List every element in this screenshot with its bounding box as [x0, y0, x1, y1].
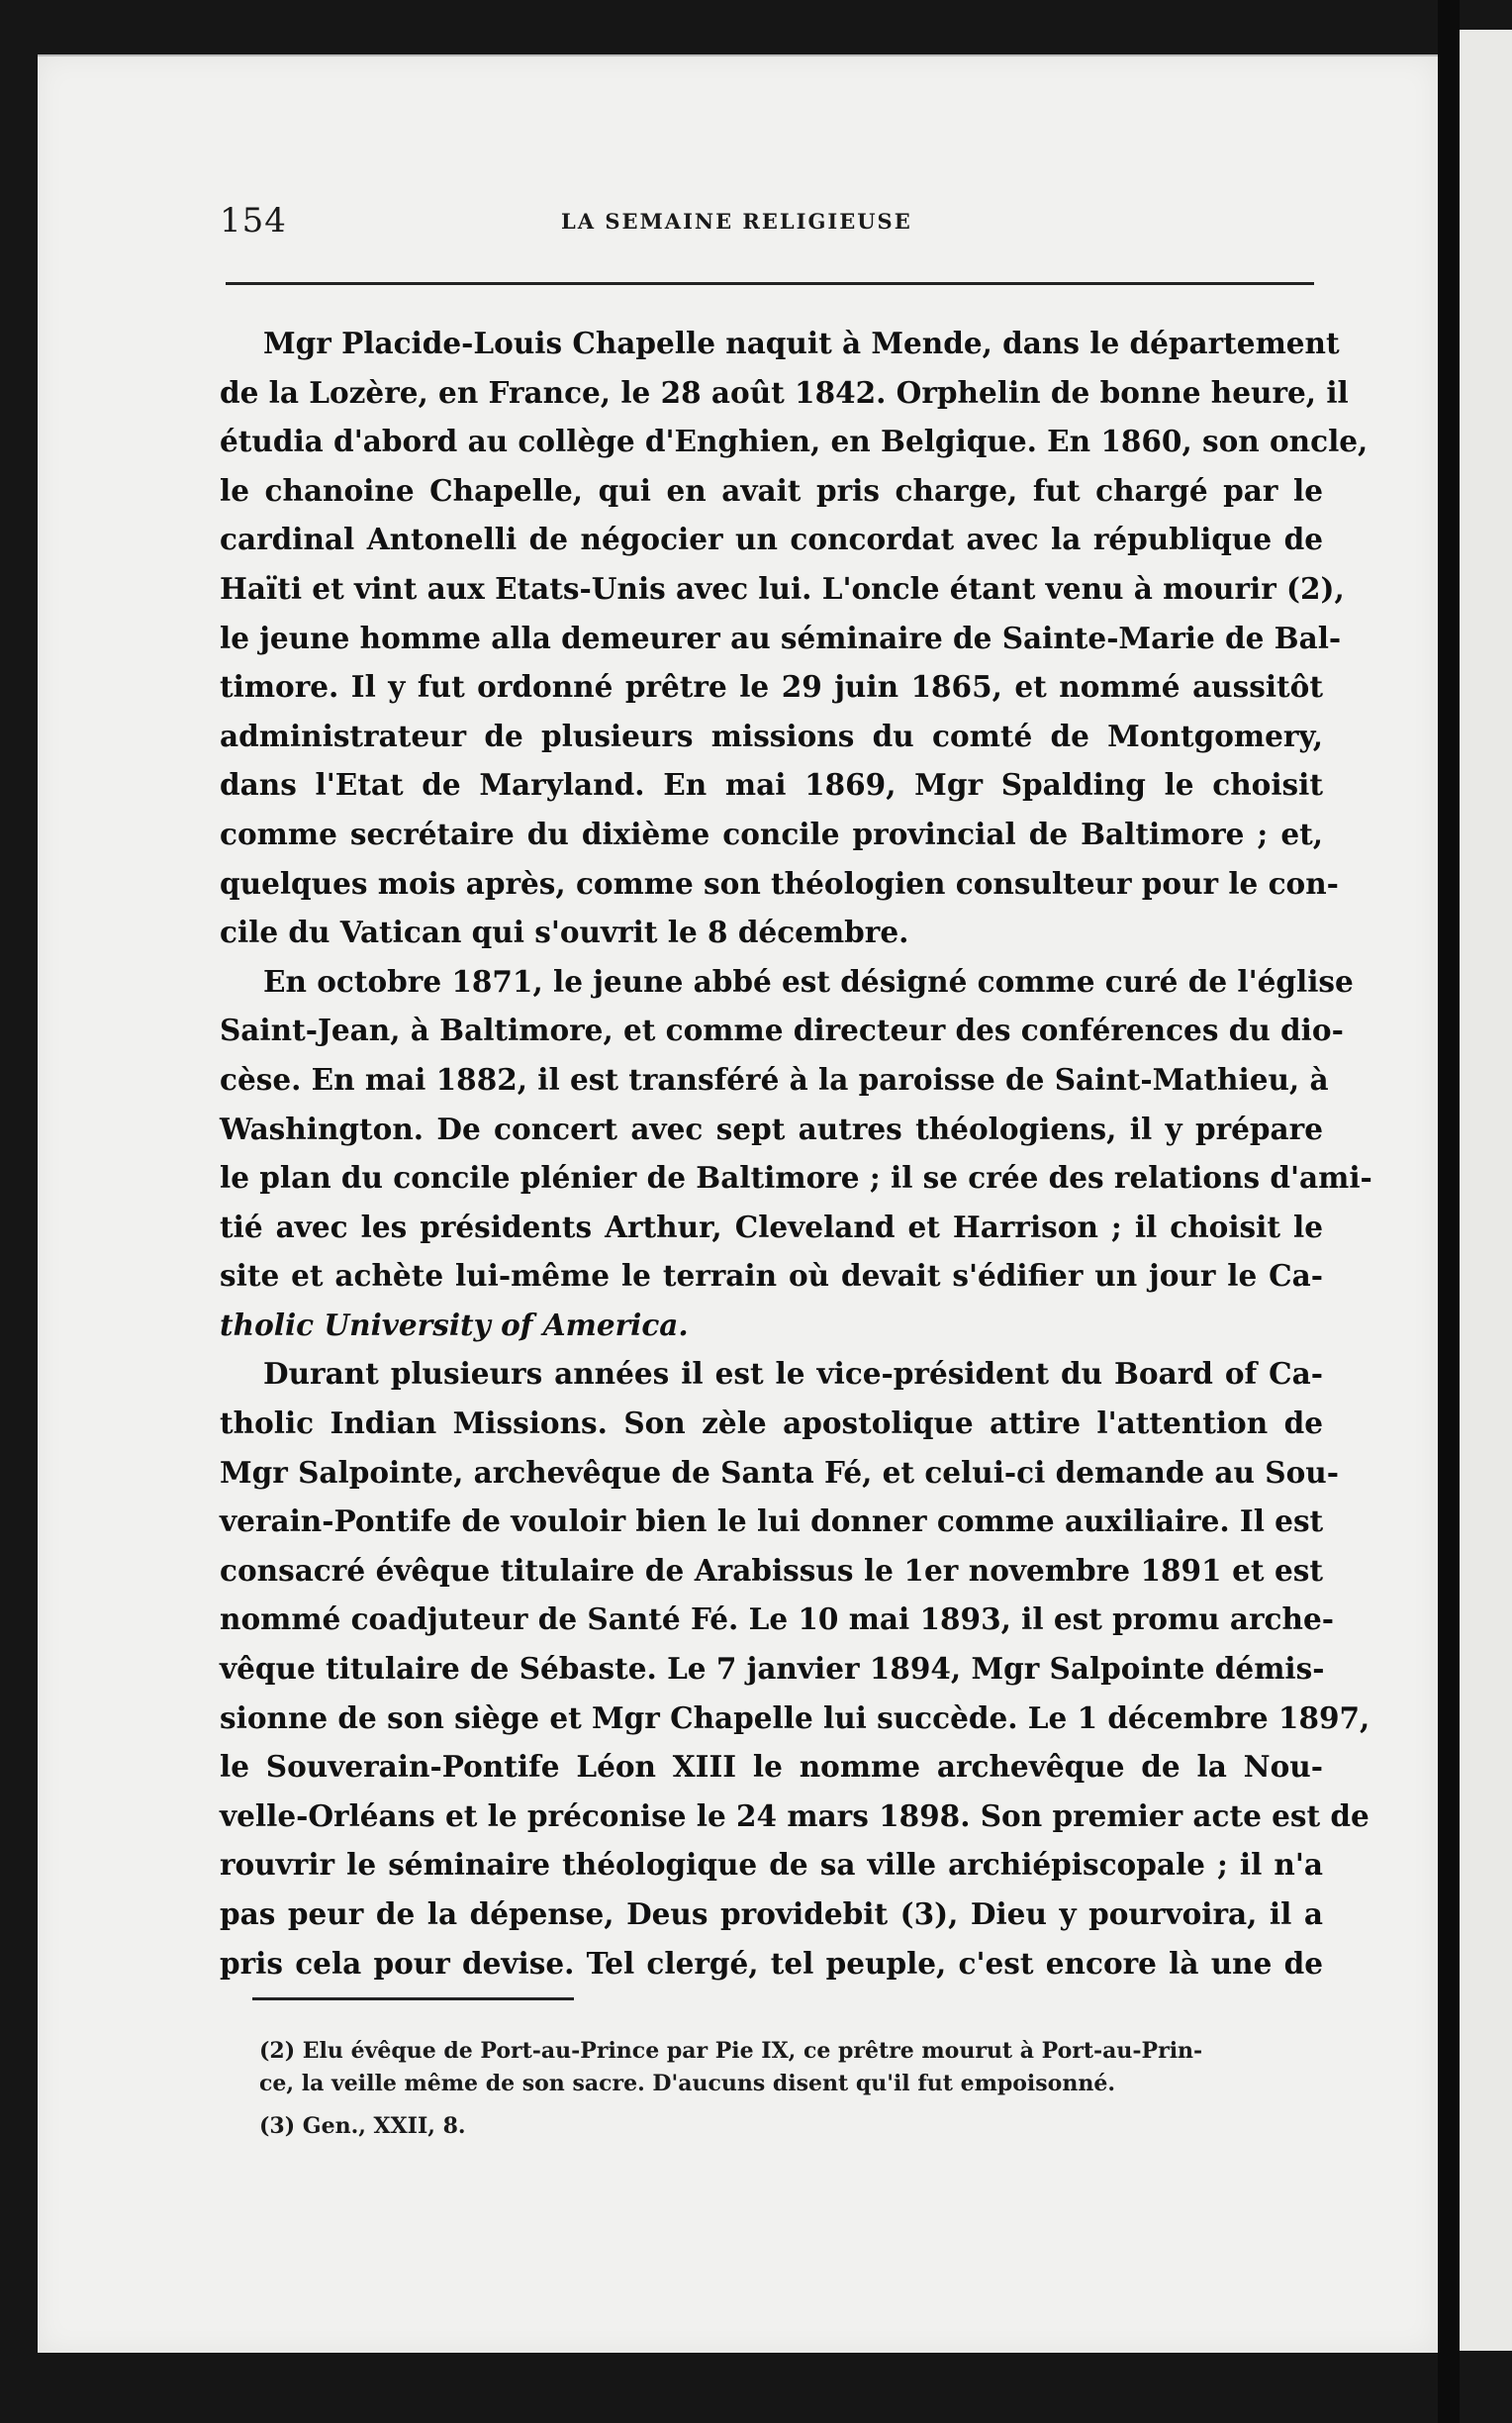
text-line: administrateur de plusieurs missions du comté de Montgomery, — [220, 718, 1323, 753]
main-text — [220, 319, 1372, 1987]
text-line: site et achète lui-même le terrain où devait s'édifier un jour le Ca- — [220, 1258, 1323, 1294]
book-gutter — [1438, 0, 1460, 2423]
text-line: En octobre 1871, le jeune abbé est désigné comme curé de l'église — [263, 963, 1354, 999]
text-line: nommé coadjuteur de Santé Fé. Le 10 mai 1893, il est promu arche- — [220, 1601, 1334, 1637]
text-line: comme secrétaire du dixième concile provincial de Baltimore ; et, — [220, 816, 1323, 851]
text-line: Saint-Jean, à Baltimore, et comme directeur des conférences du dio- — [220, 1013, 1344, 1048]
footnote-2: (2) Elu évêque de Port-au-Prince par Pie IX, ce prêtre mourut à Port-au-Prin- — [259, 2038, 1203, 2064]
text-line: cardinal Antonelli de négocier un concordat avec la république de — [220, 522, 1323, 557]
text-line: Mgr Salpointe, archevêque de Santa Fé, et celui-ci demande au Sou- — [220, 1454, 1339, 1490]
text-line: tholic University of America. — [220, 1307, 689, 1342]
text-line: de la Lozère, en France, le 28 août 1842. Orphelin de bonne heure, il — [220, 374, 1349, 410]
text-line: rouvrir le séminaire théologique de sa ville archiépiscopale ; il n'a — [220, 1847, 1323, 1883]
text-line: le jeune homme alla demeurer au séminaire de Sainte-Marie de Bal- — [220, 620, 1342, 655]
text-line: le plan du concile plénier de Baltimore ; il se crée des relations d'ami- — [220, 1160, 1372, 1196]
text-line: pas peur de la dépense, Deus providebit (3), Dieu y pourvoira, il a — [220, 1896, 1323, 1931]
text-line: cèse. En mai 1882, il est transféré à la paroisse de Saint-Mathieu, à — [220, 1061, 1329, 1097]
footnote-rule — [252, 1997, 574, 2000]
text-line: verain-Pontife de vouloir bien le lui donner comme auxiliaire. Il est — [220, 1503, 1324, 1539]
header-rule — [226, 282, 1314, 285]
page-header — [220, 201, 1318, 250]
page-number: 154 — [220, 201, 287, 241]
text-line: velle-Orléans et le préconise le 24 mars 1898. Son premier acte est de — [220, 1797, 1370, 1833]
text-line: timore. Il y fut ordonné prêtre le 29 juin 1865, et nommé aussitôt — [220, 669, 1323, 705]
text-line: consacré évêque titulaire de Arabissus le 1er novembre 1891 et est — [220, 1552, 1323, 1588]
text-line: étudia d'abord au collège d'Enghien, en Belgique. En 1860, son oncle, — [220, 424, 1369, 459]
footnote-3: (3) Gen., XXII, 8. — [259, 2113, 466, 2139]
text-line: le Souverain-Pontife Léon XIII le nomme archevêque de la Nou- — [220, 1749, 1323, 1785]
text-line: cile du Vatican qui s'ouvrit le 8 décembre. — [220, 915, 909, 950]
text-line: Mgr Placide-Louis Chapelle naquit à Mende, dans le département — [263, 326, 1340, 360]
text-line: vêque titulaire de Sébaste. Le 7 janvier 1894, Mgr Salpointe démis- — [220, 1651, 1325, 1687]
text-line: le chanoine Chapelle, qui en avait pris charge, fut chargé par le — [220, 472, 1323, 508]
text-line: pris cela pour devise. Tel clergé, tel peuple, c'est encore là une de — [220, 1945, 1323, 1981]
text-line: Washington. De concert avec sept autres théologiens, il y prépare — [220, 1111, 1323, 1146]
text-line: quelques mois après, comme son théologien consulteur pour le con- — [220, 865, 1339, 901]
text-line: Haïti et vint aux Etats-Unis avec lui. L'oncle étant venu à mourir (2), — [220, 570, 1345, 606]
text-line: tié avec les présidents Arthur, Cleveland et Harrison ; il choisit le — [220, 1209, 1323, 1244]
footnote-2-continued: ce, la veille même de son sacre. D'aucuns disent qu'il fut empoisonné. — [259, 2071, 1115, 2096]
text-line: Durant plusieurs années il est le vice-président du Board of Ca- — [263, 1356, 1323, 1392]
text-line: sionne de son siège et Mgr Chapelle lui succède. Le 1 décembre 1897, — [220, 1699, 1370, 1735]
text-line: dans l'Etat de Maryland. En mai 1869, Mgr Spalding le choisit — [220, 767, 1323, 803]
footnotes — [259, 2035, 1323, 2143]
running-title: LA SEMAINE RELIGIEUSE — [561, 209, 912, 234]
facing-page-edge — [1460, 30, 1512, 2351]
text-line: tholic Indian Missions. Son zèle apostolique attire l'attention de — [220, 1405, 1323, 1441]
